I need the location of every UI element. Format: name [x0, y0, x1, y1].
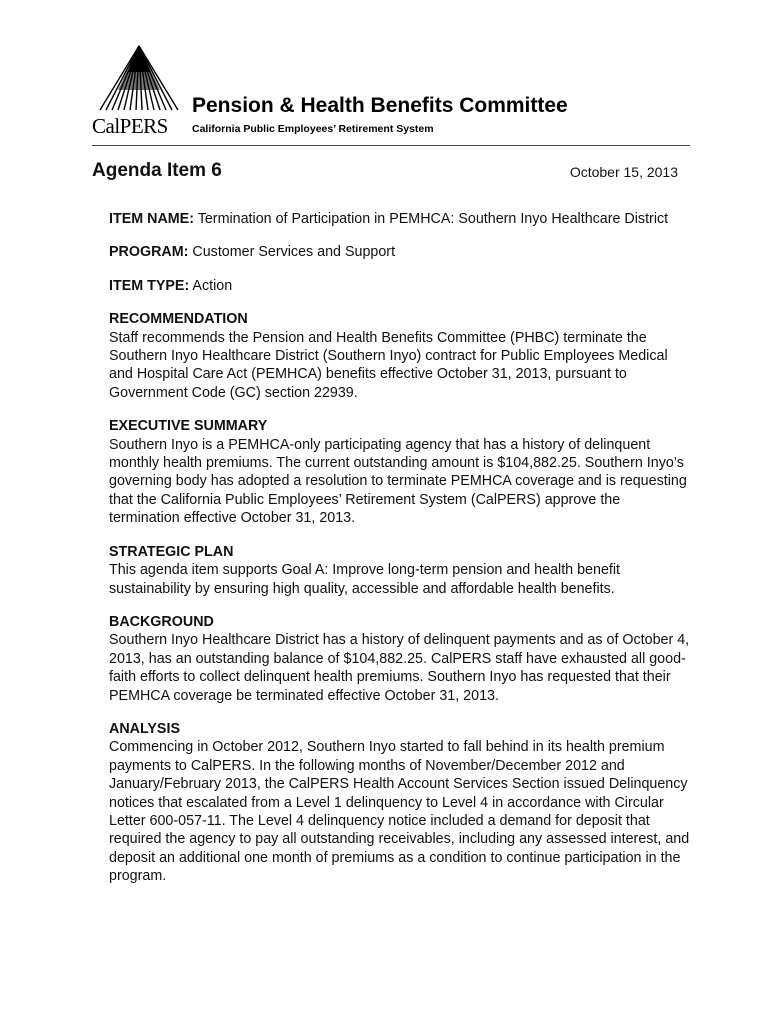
strategic-plan-body: This agenda item supports Goal A: Improve long-term pension and health benefit sustainability by ensuring high quality, accessible and affordable health benefits.	[109, 562, 621, 597]
committee-subtitle: California Public Employees’ Retirement System	[192, 123, 434, 135]
recommendation-heading: RECOMMENDATION	[109, 311, 248, 328]
background-section	[109, 613, 694, 705]
strategic-plan-section	[109, 543, 694, 598]
item-type-field	[109, 277, 694, 295]
document-body	[109, 210, 694, 901]
committee-title: Pension & Health Benefits Committee	[192, 94, 568, 117]
program-value: Customer Services and Support	[192, 244, 396, 261]
analysis-section	[109, 720, 694, 886]
recommendation-section	[109, 310, 694, 402]
executive-summary-heading: EXECUTIVE SUMMARY	[109, 418, 268, 435]
item-name-value: Termination of Participation in PEMHCA: Southern Inyo Healthcare District	[197, 211, 669, 227]
analysis-body: Commencing in October 2012, Southern Inyo started to fall behind in its health premium payments to CalPERS. In the following months of November/December 2012 and January/February 2013, the CalPERS Health Account Services Section issued Delinquency notices that escalated from a Level 1 delinquency to Level 4 in accordance with Circular Letter 600-057-11. The Level 4 delinquency notice included a demand for deposit that required the agency to pay all outstanding receivables, including any assessed interest, and deposit an additional one month of premiums as a condition to continue participation in the program.	[109, 739, 690, 885]
program-field	[109, 243, 694, 261]
recommendation-body: Staff recommends the Pension and Health Benefits Committee (PHBC) terminate the Southern Inyo Healthcare District (Southern Inyo) contract for Public Employees Medical and Hospital Care Act (PEMHCA) benefits effective October 31, 2013, pursuant to Government Code (GC) section 22939.	[109, 329, 668, 401]
document-header	[92, 44, 690, 144]
calpers-sunburst-logo-icon	[98, 44, 180, 112]
agenda-date: October 15, 2013	[569, 164, 678, 180]
program-label: PROGRAM:	[109, 244, 189, 261]
strategic-plan-heading: STRATEGIC PLAN	[109, 543, 234, 560]
header-divider	[92, 145, 690, 146]
agenda-item-title: Agenda Item 6	[92, 160, 222, 181]
logo-text: CalPERS	[92, 114, 168, 138]
item-type-label: ITEM TYPE:	[109, 277, 190, 294]
executive-summary-section	[109, 417, 694, 527]
item-name-field	[109, 210, 694, 228]
item-name-label: ITEM NAME:	[109, 211, 194, 227]
item-type-value: Action	[192, 277, 233, 294]
analysis-heading: ANALYSIS	[109, 720, 180, 737]
background-body: Southern Inyo Healthcare District has a history of delinquent payments and as of October 4, 2013, has an outstanding balance of $104,882.25. CalPERS staff have exhausted all good-faith efforts to collect delinquent health premiums. Southern Inyo has requested that their PEMHCA coverage be terminated effective October 31, 2013.	[109, 632, 690, 704]
executive-summary-body: Southern Inyo is a PEMHCA-only participating agency that has a history of delinquent monthly health premiums. The current outstanding amount is $104,882.25. Southern Inyo’s governing body has adopted a resolution to terminate PEMHCA coverage and is requesting that the California Public Employees’ Retirement System (CalPERS) approve the termination effective October 31, 2013.	[109, 436, 687, 527]
background-heading: BACKGROUND	[109, 613, 214, 630]
